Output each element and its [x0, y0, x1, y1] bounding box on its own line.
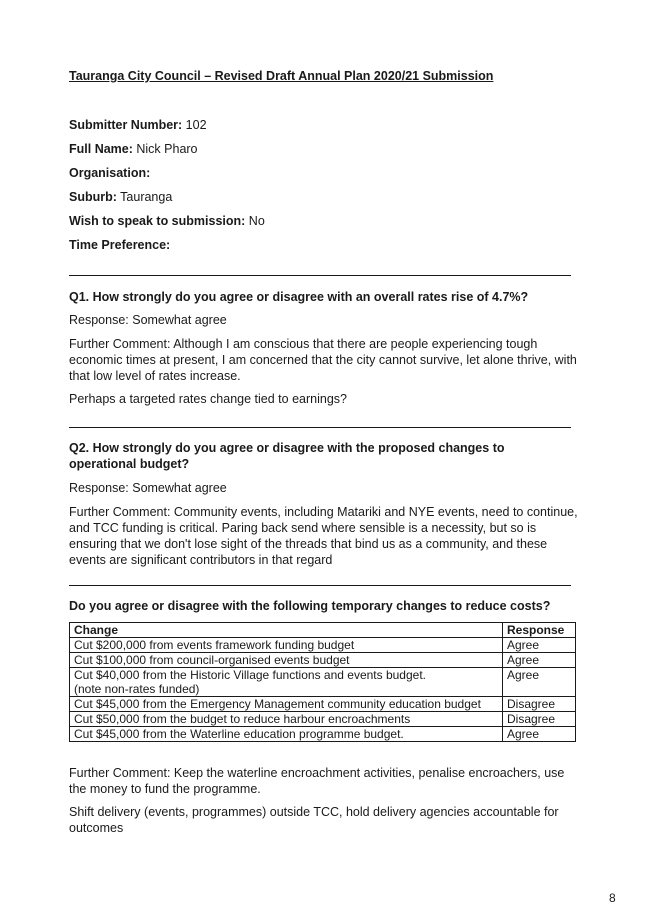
suburb-label: Suburb: — [69, 190, 117, 204]
q1-comment: Further Comment: Although I am conscious that there are people experiencing tough economic times at present, I am concerned that the city cannot survive, let alone thrive, with that low level of rates increase. — [69, 337, 577, 383]
full-name-value: Nick Pharo — [132, 142, 198, 156]
q3-comment: Further Comment: Keep the waterline encroachment activities, penalise encroachers, use the money to fund the programme. — [69, 766, 565, 796]
table-row — [70, 653, 576, 668]
page-number: 8 — [609, 891, 616, 905]
change-note: (note non-rates funded) — [74, 682, 200, 696]
response-cell: Agree — [503, 653, 576, 668]
q2-response: Response: Somewhat agree — [69, 481, 227, 495]
submitter-number-field — [69, 118, 207, 132]
response-cell: Disagree — [503, 697, 576, 712]
submitter-number-label: Submitter Number: — [69, 118, 183, 132]
change-cell: Cut $45,000 from the Emergency Management community education budget — [70, 697, 503, 712]
change-cell — [70, 668, 503, 697]
table-row — [70, 697, 576, 712]
table-row — [70, 668, 576, 697]
table-row — [70, 727, 576, 742]
organisation-field — [69, 166, 150, 180]
full-name-label: Full Name: — [69, 142, 133, 156]
time-preference-label: Time Preference: — [69, 238, 171, 252]
time-preference-field — [69, 238, 170, 252]
section-divider — [69, 427, 571, 428]
table-row — [70, 712, 576, 727]
suburb-field — [69, 190, 172, 204]
wish-to-speak-label: Wish to speak to submission: — [69, 214, 246, 228]
wish-to-speak-value: No — [245, 214, 265, 228]
section-divider — [69, 275, 571, 276]
q3-question: Do you agree or disagree with the following temporary changes to reduce costs? — [69, 599, 551, 613]
q1-comment-extra: Perhaps a targeted rates change tied to earnings? — [69, 392, 347, 406]
change-cell: Cut $45,000 from the Waterline education programme budget. — [70, 727, 503, 742]
submitter-number-value: 102 — [182, 118, 207, 132]
organisation-label: Organisation: — [69, 166, 151, 180]
change-text: Cut $40,000 from the Historic Village functions and events budget. — [74, 668, 426, 682]
column-header-change: Change — [70, 623, 503, 638]
wish-to-speak-field — [69, 214, 265, 228]
q1-response: Response: Somewhat agree — [69, 313, 227, 327]
change-cell: Cut $100,000 from council-organised events budget — [70, 653, 503, 668]
response-cell: Disagree — [503, 712, 576, 727]
suburb-value: Tauranga — [116, 190, 173, 204]
table-row — [70, 638, 576, 653]
response-cell: Agree — [503, 668, 576, 697]
q1-question: Q1. How strongly do you agree or disagree with an overall rates rise of 4.7%? — [69, 290, 529, 304]
q2-question: Q2. How strongly do you agree or disagree with the proposed changes to operational budget? — [69, 441, 505, 471]
page-title: Tauranga City Council – Revised Draft Annual Plan 2020/21 Submission — [69, 69, 494, 83]
column-header-response: Response — [503, 623, 576, 638]
response-cell: Agree — [503, 638, 576, 653]
response-cell: Agree — [503, 727, 576, 742]
change-cell: Cut $50,000 from the budget to reduce harbour encroachments — [70, 712, 503, 727]
table-header-row — [70, 623, 576, 638]
section-divider — [69, 585, 571, 586]
cost-changes-table — [69, 622, 576, 742]
q2-comment: Further Comment: Community events, including Matariki and NYE events, need to continue, and TCC funding is critical. Paring back send where sensible is a necessity, but so is ensuring that we don't lose sight of the threads that bind us as a community, and these events are significant contributors in that regard — [69, 505, 578, 567]
change-cell: Cut $200,000 from events framework funding budget — [70, 638, 503, 653]
q3-comment-extra: Shift delivery (events, programmes) outside TCC, hold delivery agencies accountable for outcomes — [69, 805, 559, 835]
full-name-field — [69, 142, 198, 156]
